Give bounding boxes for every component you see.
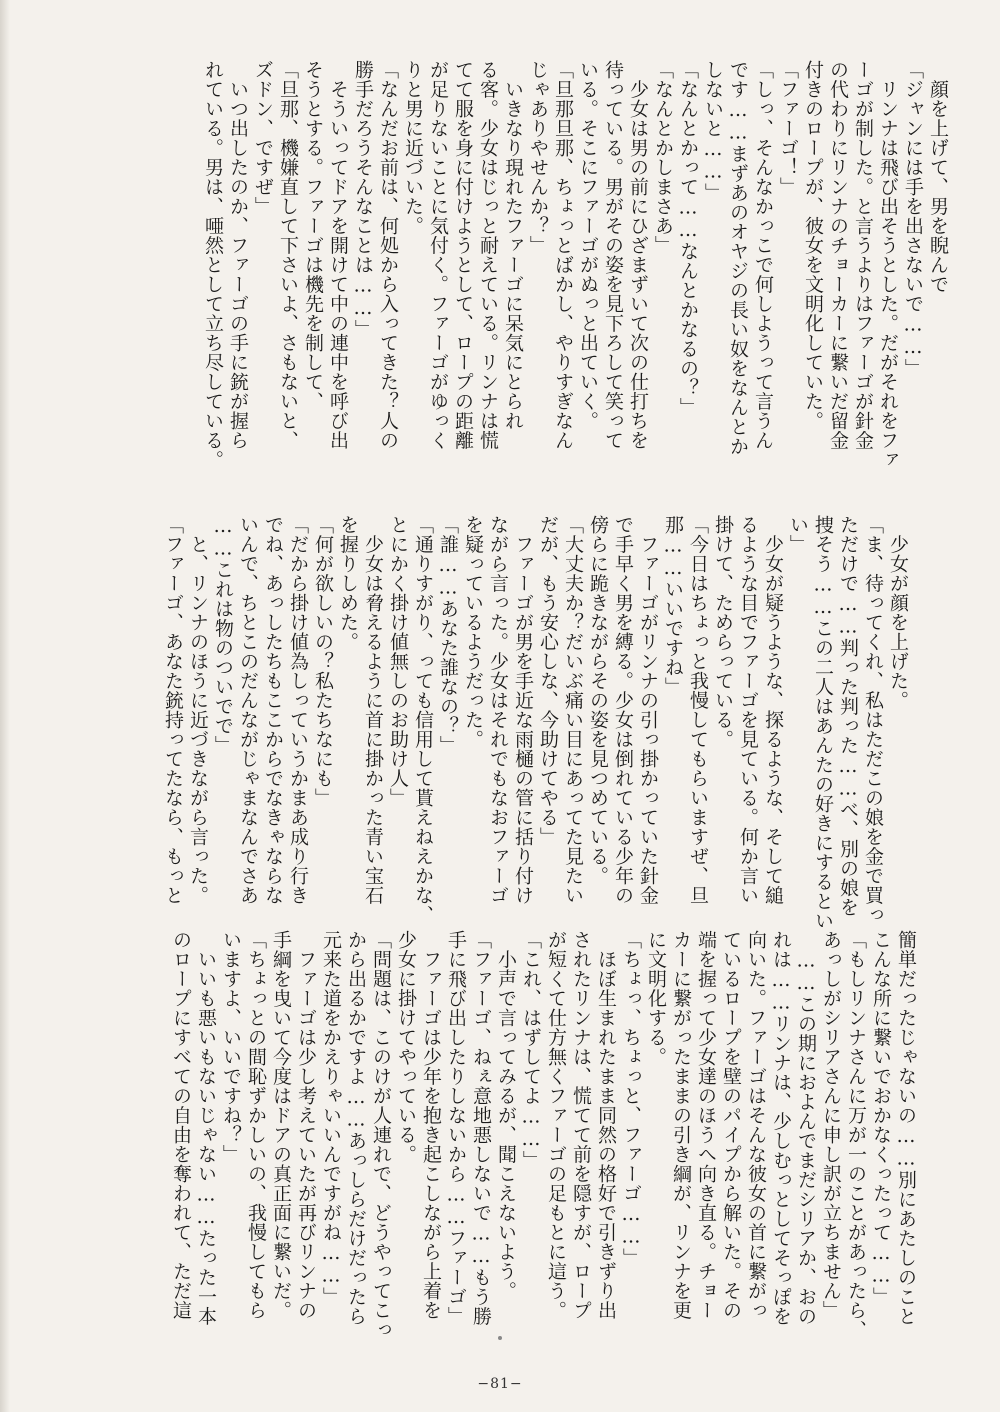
text-line: るような目でファーゴを見ている。何か言い — [737, 515, 759, 905]
text-line: のロープにすべての自由を奪われて、ただ這 — [170, 930, 192, 1320]
text-line: 「だから掛け値為しっていうかまあ成り行き — [287, 515, 309, 905]
text-line: ファーゴは少年を抱き起こしながら上着を — [420, 930, 442, 1320]
text-line: ファーゴが男を手近な雨樋の管に括り付け — [512, 515, 534, 905]
text-line: 「今日はちょっと我慢してもらいますぜ、旦 — [687, 515, 709, 905]
text-block-middle — [60, 515, 910, 931]
text-line: ファーゴは少し考えていたが再びリンナの — [295, 930, 317, 1320]
text-line: ズドン、ですぜ」 — [252, 60, 274, 216]
text-line: る客。少女はじっと耐えている。リンナは慌 — [477, 60, 499, 450]
text-line: ほぼ生まれたまま同然の格好で引きずり出 — [595, 930, 617, 1320]
text-line: 「しっ、そんなかっこで何しようって言うん — [752, 60, 774, 450]
text-line: だが、もう安心しな、今助けてやる」 — [537, 515, 559, 847]
text-line: 「ファーゴ！」 — [777, 60, 799, 197]
text-block-top — [60, 60, 950, 480]
text-line: あっしがシリアさんに申し訳が立ちません」 — [820, 930, 842, 1320]
text-line: 勝手だろうそんなことは……」 — [352, 60, 374, 339]
text-line: ーゴが制した。と言うよりはファーゴが針金 — [852, 60, 874, 450]
text-line: 「なんとかしまさあ」 — [652, 60, 674, 255]
text-line: ファーゴがリンナの引っ掛かっていた針金 — [637, 515, 659, 905]
text-line: そういってドアを開けて中の連中を呼び出 — [327, 60, 349, 450]
text-line: 傍らに跪きながらその姿を見つめている。 — [587, 515, 609, 886]
text-line: 「なんとかって……なんとかなるの？」 — [677, 60, 699, 417]
text-line: いますよ、いいですね？」 — [220, 930, 242, 1164]
text-line: 「誰……あなた誰なの？」 — [437, 515, 459, 755]
page-mark-dot — [498, 1336, 502, 1340]
text-line: 手綱を曳いて今度はドアの真正面に繋いだ。 — [270, 930, 292, 1320]
text-line: の代わりにリンナのチョーカーに繋いだ留金 — [827, 60, 849, 450]
text-line: いんで、ちとこのだんながじゃまなんでさあ — [237, 515, 259, 905]
text-line: いる。そこにファーゴがぬっと出ていく。 — [577, 60, 599, 431]
text-line: 「通りすがり、っても信用して貰えねえかな、 — [412, 515, 434, 925]
text-line: ながら言った。少女はそれでもなおファーゴ — [487, 515, 509, 905]
text-line: が短くて仕方無くファーゴの足もとに這う。 — [545, 930, 567, 1320]
text-line: 「これ、はずしてよ……」 — [520, 930, 542, 1170]
text-line: 向いた。ファーゴはそんな彼女の首に繋がっ — [745, 930, 767, 1320]
text-line: 元来た道をかえりゃいいんですがね……」 — [320, 930, 342, 1307]
text-line: を疑っているようだった。 — [462, 515, 484, 749]
text-line: カーに繋がったままの引き綱が、リンナを更 — [670, 930, 692, 1320]
text-line: 「ちょっとの間恥ずかしいの、我慢してもら — [245, 930, 267, 1320]
text-line: 待っている。男がその姿を見下ろして笑って — [602, 60, 624, 450]
text-line: 少女が疑うような、探るような、そして縋 — [762, 515, 784, 905]
text-line: 簡単だったじゃないの……別にあたしのこと — [895, 930, 917, 1326]
text-line: 「ジャンには手を出さないで……」 — [902, 60, 924, 378]
text-line: 少女は脅えるように首に掛かった青い宝石 — [362, 515, 384, 905]
text-line: 「ま、待ってくれ、私はただこの娘を金で買っ — [862, 515, 884, 925]
text-line: ただけで……判った判った……べ、別の娘を — [837, 515, 859, 917]
text-line: 那……いいですね」 — [662, 515, 684, 697]
text-line: 掛けて、ためらっている。 — [712, 515, 734, 749]
text-line: 「旦那旦那、ちょっとばかし、やりすぎなん — [552, 60, 574, 450]
text-line: こんな所に繋いでおかなくったって……」 — [870, 930, 892, 1307]
text-line: 付きのロープが、彼女を文明化していた。 — [802, 60, 824, 431]
text-line: 「ファーゴ、ねぇ意地悪しないで……もう勝 — [470, 930, 492, 1326]
text-line: から出るかですよ……あっしらだけだったら — [345, 930, 367, 1326]
text-line: 端を握って少女達のほうへ向き直る。チョー — [695, 930, 717, 1320]
text-line: に文明化する。 — [645, 930, 667, 1067]
text-line: れている。男は、唖然として立ち尽している。 — [202, 60, 224, 470]
text-line: ているロープを壁のパイプから解いた。その — [720, 930, 742, 1320]
text-line: ……これは物のついでで」 — [212, 515, 234, 755]
text-line: 「旦那、機嫌直して下さいよ、さもないと、 — [277, 60, 299, 450]
text-line: を握りしめた。 — [337, 515, 359, 652]
text-line: 少女は男の前にひざまずいて次の仕打ちを — [627, 60, 649, 450]
text-line: です……まずあのオヤジの長い奴をなんとか — [727, 60, 749, 456]
text-line: リンナは飛び出そうとした。だがそれをファ — [877, 60, 899, 470]
text-line: い」 — [787, 515, 809, 554]
text-line: 手に飛び出したりしないから……ファーゴ」 — [445, 930, 467, 1326]
text-line: されたリンナは、慌てて前を隠すが、ロープ — [570, 930, 592, 1320]
text-line: てて服を身に付けようとして、ロープの距離 — [452, 60, 474, 450]
text-line: とにかく掛け値無しのお助け人」 — [387, 515, 409, 808]
page-binding-edge — [0, 0, 10, 1412]
text-line: が足りないことに気付く。ファーゴがゆっく — [427, 60, 449, 450]
text-line: れは……リンナは、少しむっとしてそっぽを — [770, 930, 792, 1326]
text-line: 「ファーゴ、あなた銃持ってたなら、もっと — [162, 515, 184, 905]
text-line: 「ちょっ、ちょっと、ファーゴ……」 — [620, 930, 642, 1268]
text-line: 「大丈夫か？だいぶ痛い目にあってた見たい — [562, 515, 584, 905]
text-line: 「何が欲しいの？私たちなにも」 — [312, 515, 334, 808]
text-line: しないと……」 — [702, 60, 724, 203]
text-line: と、リンナのほうに近づきながら言った。 — [187, 515, 209, 905]
text-line: いいも悪いもないじゃない……たった一本 — [195, 930, 217, 1326]
text-line: 「なんだお前は、何処から入ってきた？人の — [377, 60, 399, 450]
text-line: そうとする。ファーゴは機先を制して、 — [302, 60, 324, 411]
text-line: いきなり現れたファーゴに呆気にとられ — [502, 60, 524, 431]
text-line: 少女に掛けてやっている。 — [395, 930, 417, 1164]
text-line: でね、あっしたちもここからでなきゃならな — [262, 515, 284, 905]
text-line: で手早く男を縛る。少女は倒れている少年の — [612, 515, 634, 905]
text-line: 捜そう……この二人はあんたの好きにするとい — [812, 515, 834, 931]
text-line: ……この期におよんでまだシリアか、おの — [795, 930, 817, 1326]
text-line: 顔を上げて、男を睨んで — [927, 60, 949, 294]
text-line: 少女が顔を上げた。 — [887, 515, 909, 710]
text-block-bottom — [58, 930, 918, 1340]
text-line: 小声で言ってみるが、聞こえないよう。 — [495, 930, 517, 1301]
text-line: りと男に近づいた。 — [402, 60, 424, 236]
page-number: −81− — [477, 1376, 523, 1392]
text-line: 「問題は、このけが人連れで、どうやってこっ — [370, 930, 392, 1340]
text-line: いつ出したのか、ファーゴの手に銃が握ら — [227, 60, 249, 450]
text-line: じゃありやせんか？」 — [527, 60, 549, 255]
text-line: 「もしリンナさんに万が一のことがあったら、 — [845, 930, 867, 1340]
